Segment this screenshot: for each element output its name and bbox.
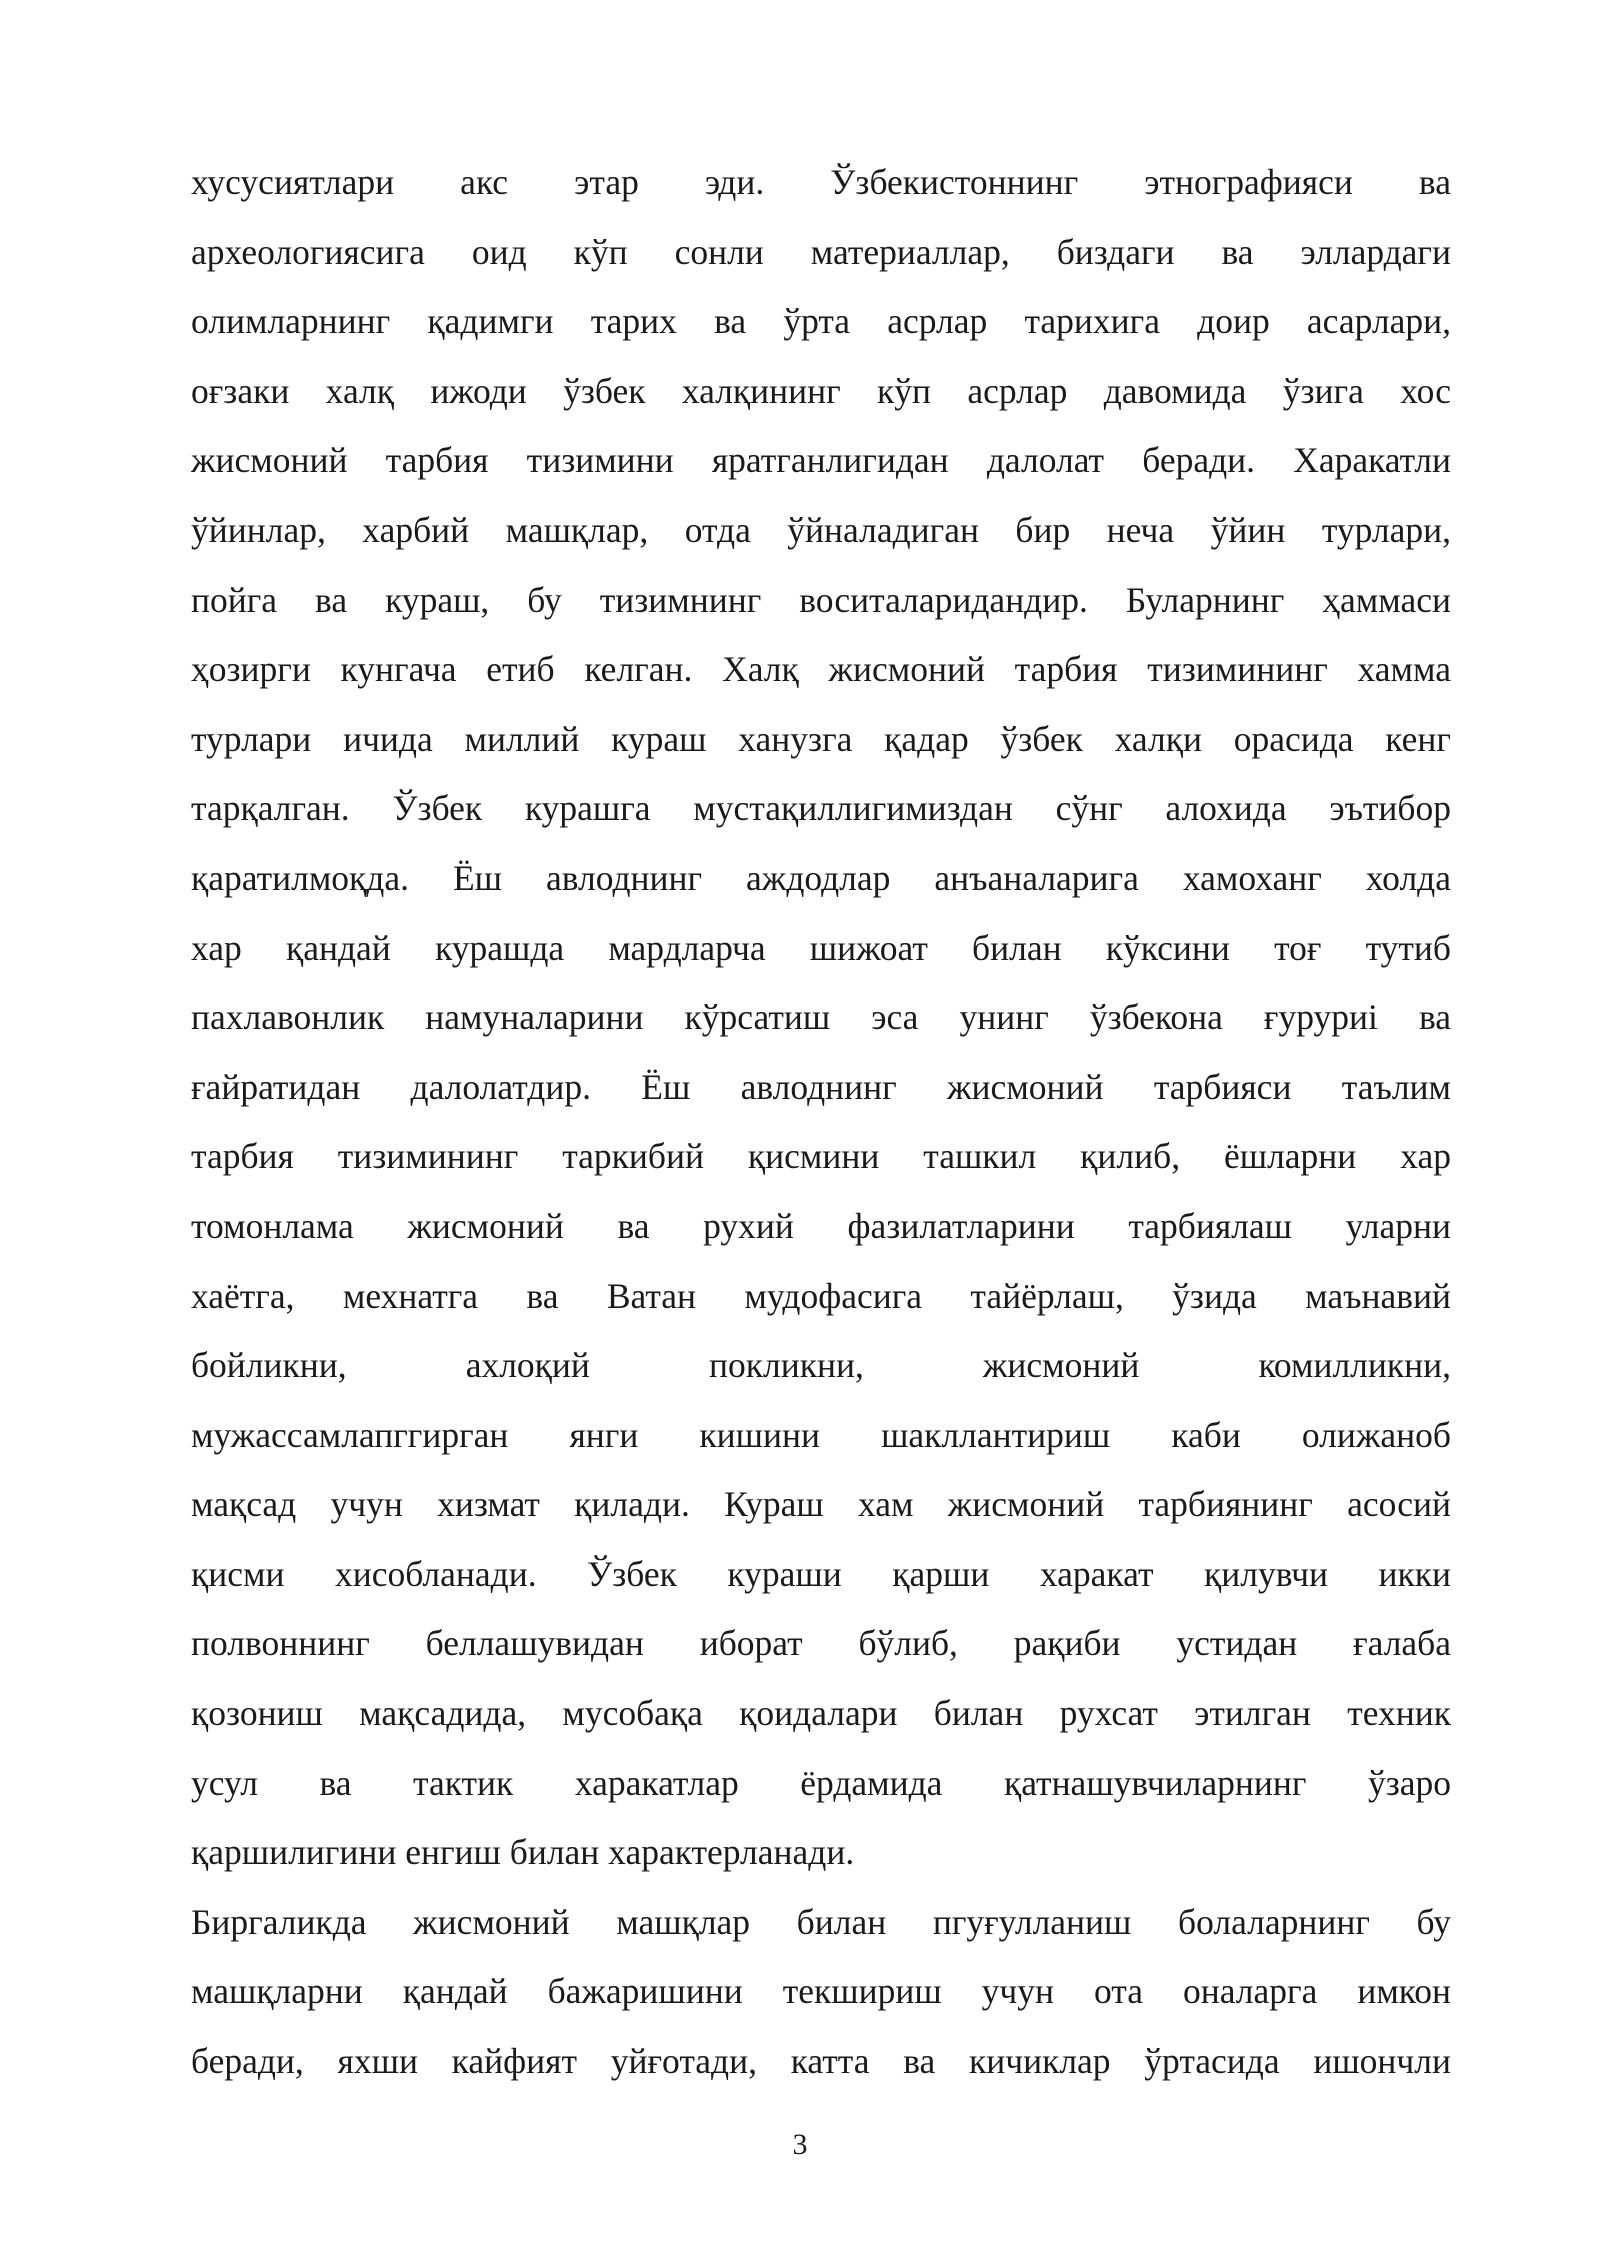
text-line: мақсад учун хизмат қилади. Кураш хам жисмоний тарбиянинг асосий xyxy=(191,1484,1451,1525)
text-line: хар қандай курашда мардларча шижоат билан кўксини тоғ тутиб xyxy=(191,927,1451,968)
text-line: жисмоний тарбия тизимини яратганлигидан далолат беради. Харакатли xyxy=(191,440,1451,481)
text-line: қозониш мақсадида, мусобақа қоидалари билан рухсат этилган техник xyxy=(191,1693,1451,1734)
text-line: олимларнинг қадимги тарих ва ўрта асрлар тарихига доир асарлари, xyxy=(191,301,1451,342)
text-line: археологиясига оид кўп сонли материаллар, биздаги ва эллардаги xyxy=(191,231,1451,272)
text-line: оғзаки халқ ижоди ўзбек халқининг кўп асрлар давомида ўзига хос xyxy=(191,370,1451,411)
text-line: томонлама жисмоний ва рухий фазилатларини тарбиялаш уларни xyxy=(191,1205,1451,1246)
text-line: тарқалган. Ўзбек курашга мустақиллигимиздан сўнг алохида эътибор xyxy=(191,788,1451,829)
text-line: полвоннинг беллашувидан иборат бўлиб, рақиби устидан ғалаба xyxy=(191,1623,1451,1664)
text-line: Биргаликда жисмоний машқлар билан пгуғулланиш болаларнинг бу xyxy=(191,1901,1451,1942)
text-line: қаратилмоқда. Ёш авлоднинг аждодлар анъаналарига хамоханг холда xyxy=(191,857,1451,898)
text-line: бойликни, ахлоқий покликни, жисмоний комилликни, xyxy=(191,1345,1451,1386)
text-line: қисми хисобланади. Ўзбек кураши қарши харакат қилувчи икки xyxy=(191,1553,1451,1594)
page-number: 3 xyxy=(792,2128,808,2161)
text-line: машқларни қандай бажаришини текшириш учун ота оналарга имкон xyxy=(191,1971,1451,2012)
text-line: усул ва тактик харакатлар ёрдамида қатнашувчиларнинг ўзаро xyxy=(191,1762,1451,1803)
text-line: хаётга, мехнатга ва Ватан мудофасига тайёрлаш, ўзида маънавий xyxy=(191,1275,1451,1316)
text-line: ҳозирги кунгача етиб келган. Халқ жисмоний тарбия тизимининг хамма xyxy=(191,649,1451,690)
text-line: мужассамлапггирган янги кишини шакллантириш каби олижаноб xyxy=(191,1414,1451,1455)
text-line: пойга ва кураш, бу тизимнинг воситаларидандир. Буларнинг ҳаммаси xyxy=(191,579,1451,620)
text-line: турлари ичида миллий кураш ханузга қадар ўзбек халқи орасида кенг xyxy=(191,718,1451,759)
text-line: қаршилигини енгиш билан характерланади. xyxy=(191,1832,855,1873)
text-line: хусусиятлари акс этар эди. Ўзбекистоннинг этнографияси ва xyxy=(191,162,1451,202)
text-line: тарбия тизимининг таркибий қисмини ташкил қилиб, ёшларни хар xyxy=(191,1136,1451,1177)
body-text xyxy=(191,148,1451,2097)
text-line: ғайратидан далолатдир. Ёш авлоднинг жисмоний тарбияси таълим xyxy=(191,1066,1451,1107)
text-line: пахлавонлик намуналарини кўрсатиш эса унинг ўзбекона ғуруриi ва xyxy=(191,997,1451,1038)
text-line: ўйинлар, харбий машқлар, отда ўйналадиган бир неча ўйин турлари, xyxy=(191,509,1451,550)
text-line: беради, яхши кайфият уйғотади, катта ва кичиклар ўртасида ишончли xyxy=(191,2041,1451,2082)
